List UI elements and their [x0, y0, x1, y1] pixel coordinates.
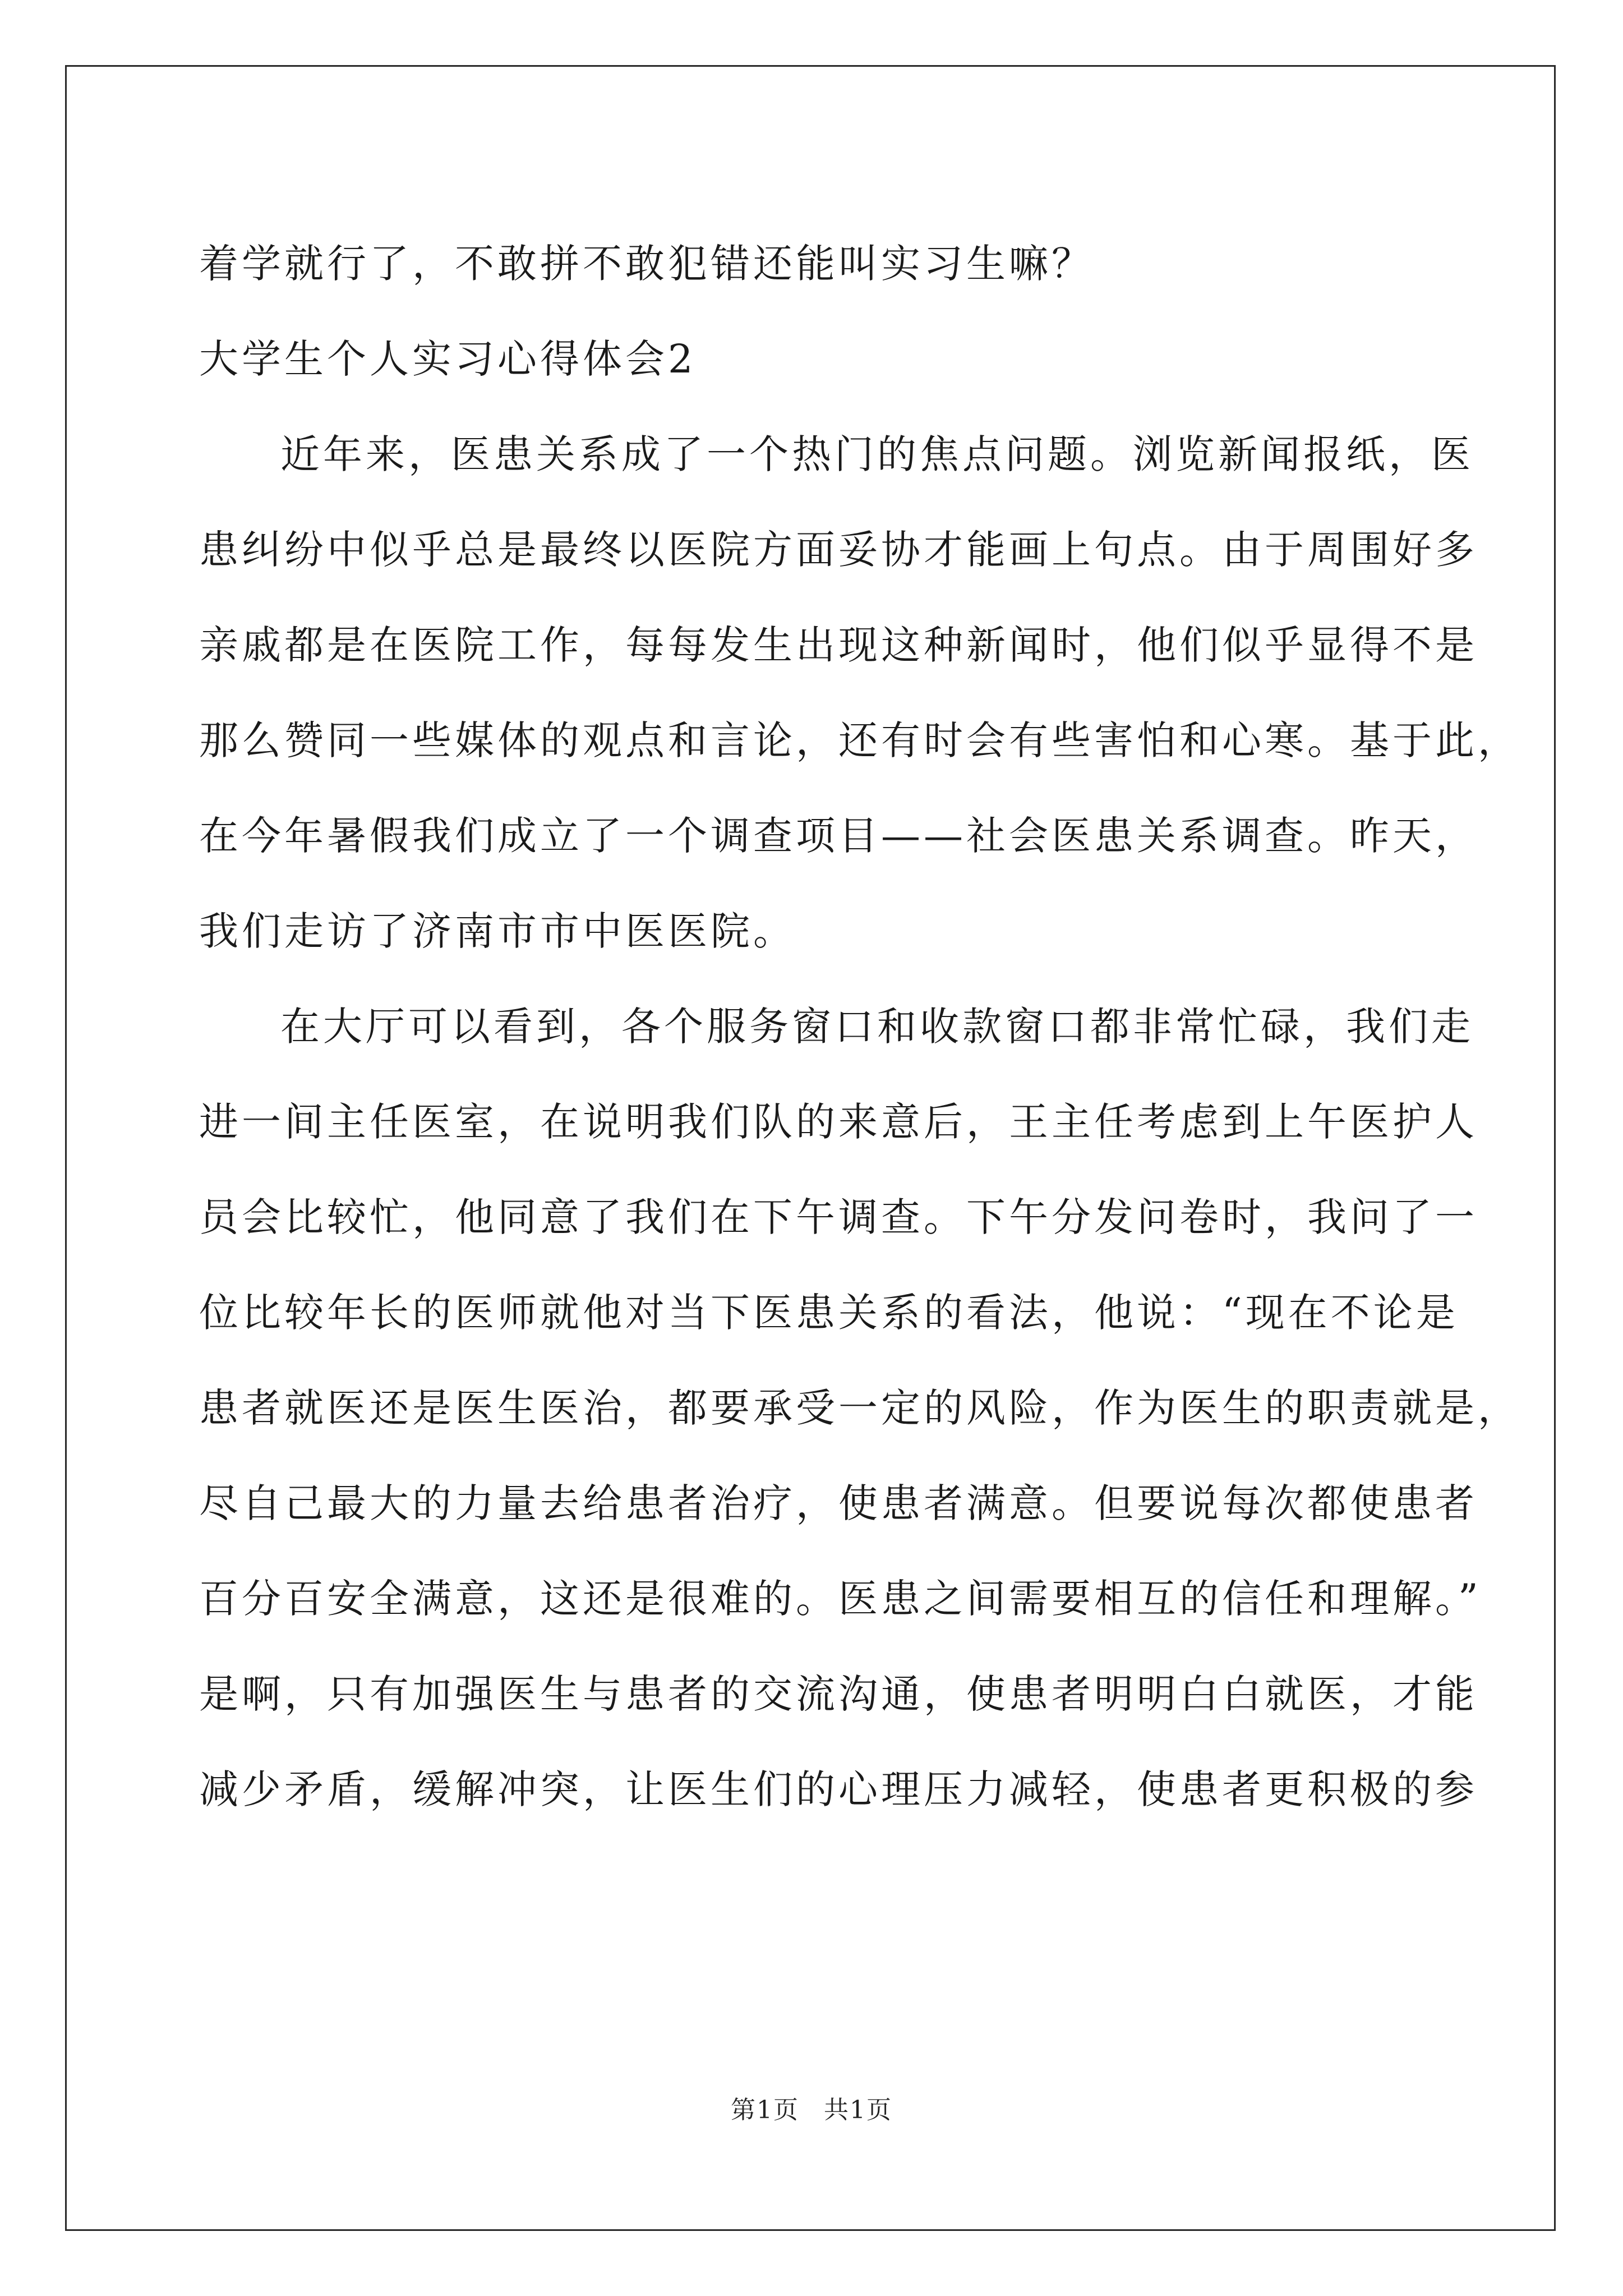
text-line: 着学就行了，不敢拼不敢犯错还能叫实习生嘛？	[199, 241, 1094, 287]
text-line: 患者就医还是医生医治，都要承受一定的风险，作为医生的职责就是，	[199, 1385, 1520, 1431]
text-line: 亲戚都是在医院工作，每每发生出现这种新闻时，他们似乎显得不是	[199, 622, 1478, 668]
text-line: 百分百安全满意，这还是很难的。医患之间需要相互的信任和理解。”	[199, 1576, 1482, 1622]
text-line: 进一间主任医室，在说明我们队的来意后，王主任考虑到上午医护人	[199, 1099, 1478, 1145]
text-line: 我们走访了济南市市中医医院。	[199, 908, 796, 954]
text-line: 那么赞同一些媒体的观点和言论，还有时会有些害怕和心寒。基于此，	[199, 717, 1520, 763]
text-line: 减少矛盾，缓解冲突，让医生们的心理压力减轻，使患者更积极的参	[199, 1766, 1478, 1812]
section-heading: 大学生个人实习心得体会2	[199, 336, 697, 382]
page-footer	[0, 2090, 1623, 2125]
text-line: 在今年暑假我们成立了一个调查项目——社会医患关系调查。昨天，	[199, 813, 1478, 859]
page-total: 共1页	[824, 2096, 892, 2124]
text-line: 位比较年长的医师就他对当下医患关系的看法，他说：“现在不论是	[199, 1290, 1459, 1336]
text-line: 在大厅可以看到，各个服务窗口和收款窗口都非常忙碌，我们走	[280, 1004, 1474, 1050]
text-line: 患纠纷中似乎总是最终以医院方面妥协才能画上句点。由于周围好多	[199, 527, 1478, 573]
text-line: 是啊，只有加强医生与患者的交流沟通，使患者明明白白就医，才能	[199, 1671, 1478, 1717]
document-body	[199, 216, 1520, 1837]
text-line: 尽自己最大的力量去给患者治疗，使患者满意。但要说每次都使患者	[199, 1480, 1478, 1526]
text-line: 员会比较忙，他同意了我们在下午调查。下午分发问卷时，我问了一	[199, 1194, 1478, 1240]
text-line: 近年来，医患关系成了一个热门的焦点问题。浏览新闻报纸，医	[280, 431, 1474, 477]
page-number: 第1页	[731, 2096, 799, 2124]
